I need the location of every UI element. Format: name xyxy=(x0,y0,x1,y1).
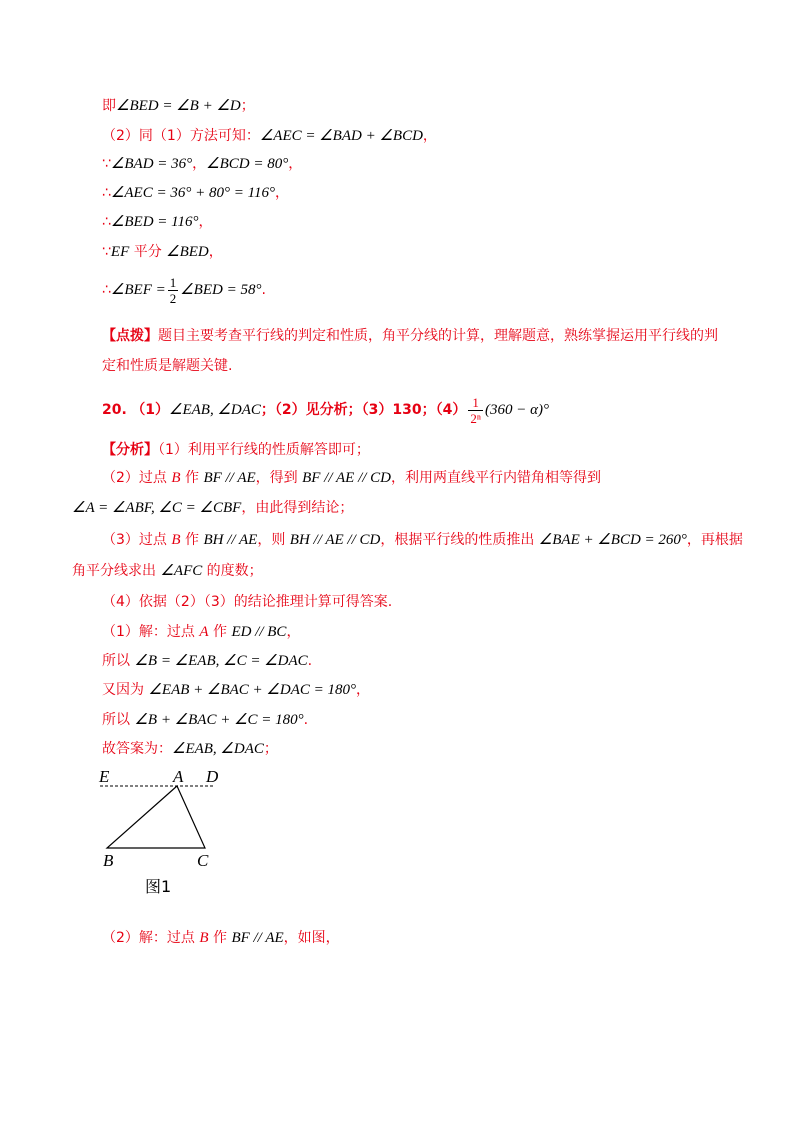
question-20-answers xyxy=(102,390,549,430)
line-analysis-3 xyxy=(102,530,743,550)
fraction xyxy=(168,275,179,306)
tip-text: 题目主要考查平行线的判定和性质，角平分线的计算，理解题意，熟练掌握运用平行线的判 xyxy=(158,328,718,344)
punct: ， xyxy=(274,185,289,201)
math: BH // AE xyxy=(203,532,258,548)
label-c: C xyxy=(197,851,209,870)
text: 故答案为： xyxy=(102,741,172,757)
line-bef-value xyxy=(102,270,266,310)
math: B xyxy=(171,532,181,548)
text: ；（2）见分析；（3）130；（4） xyxy=(260,402,467,418)
math: ∠BCD = 80° xyxy=(206,156,289,172)
figure-caption: 图1 xyxy=(145,877,172,896)
tip-text: 定和性质是解题关键. xyxy=(102,358,233,374)
math: ∠BED = 58° xyxy=(180,282,262,298)
question-number: 20. xyxy=(102,402,127,418)
text: 作 xyxy=(180,532,204,548)
line-solution-1d xyxy=(102,710,308,730)
therefore-symbol: ∴ xyxy=(102,282,111,298)
math: ∠BED = 116° xyxy=(110,214,199,230)
math: ∠AEC = ∠BAD + ∠BCD xyxy=(259,128,423,144)
math: BF // AE xyxy=(231,930,284,946)
text: . xyxy=(303,712,309,728)
text: ，如图， xyxy=(283,930,340,946)
text: （4）依据（2）（3）的结论推理计算可得答案. xyxy=(102,594,393,610)
punct: ， xyxy=(192,156,207,172)
triangle-abc xyxy=(107,786,205,848)
punct: . xyxy=(261,282,266,298)
text: ， xyxy=(355,682,370,698)
text: ，由此得到结论； xyxy=(241,500,354,516)
text: 平分 xyxy=(129,244,167,260)
math: B xyxy=(171,470,181,486)
line-aec-sum xyxy=(102,183,289,203)
fraction-denominator: 2 xyxy=(169,290,177,306)
text: 作 xyxy=(208,624,232,640)
text: （2）同（1）方法可知： xyxy=(102,128,260,144)
label-b: B xyxy=(103,851,114,870)
label-d: D xyxy=(206,767,219,786)
label-e: E xyxy=(99,767,110,786)
line-conclusion-bed xyxy=(102,96,255,116)
line-part2-method xyxy=(102,126,437,146)
line-ef-bisects xyxy=(102,242,223,262)
line-analysis-3-cont xyxy=(72,561,263,581)
fraction-denominator: 2ⁿ xyxy=(470,410,481,426)
therefore-symbol: ∴ xyxy=(102,185,111,201)
figure-1 xyxy=(95,762,255,902)
text: 的度数； xyxy=(202,563,263,579)
line-analysis-2-cont xyxy=(72,498,353,518)
text: 所以 xyxy=(102,653,135,669)
text: . xyxy=(307,653,313,669)
line-analysis xyxy=(102,440,370,460)
math: ∠AFC xyxy=(160,563,203,579)
text: ，再根据 xyxy=(686,532,743,548)
math: EF xyxy=(110,244,130,260)
text: ，利用两直线平行内错角相等得到 xyxy=(391,470,601,486)
fraction-numerator: 1 xyxy=(169,274,177,290)
text: 作 xyxy=(208,930,232,946)
text: 即 xyxy=(102,98,116,114)
math: ED // BC xyxy=(231,624,287,640)
text: ，则 xyxy=(257,532,290,548)
math: ∠B + ∠BAC + ∠C = 180° xyxy=(134,712,304,728)
math: ∠BEF = xyxy=(110,282,166,298)
text: （1）解：过点 xyxy=(102,624,200,640)
text: （1） xyxy=(131,402,170,418)
fraction-numerator: 1 xyxy=(468,395,483,411)
math: ∠BED = ∠B + ∠D xyxy=(116,98,241,114)
text: 作 xyxy=(180,470,204,486)
therefore-symbol: ∴ xyxy=(102,214,111,230)
because-symbol: ∵ xyxy=(102,156,111,172)
math: ∠BAE + ∠BCD = 260° xyxy=(538,532,687,548)
math: BH // AE // CD xyxy=(289,532,381,548)
punct: ； xyxy=(240,98,255,114)
math: ∠EAB, ∠DAC xyxy=(169,402,261,418)
line-solution-1c xyxy=(102,680,370,700)
text: 又因为 xyxy=(102,682,149,698)
text: ， xyxy=(286,624,301,640)
punct: ， xyxy=(288,156,303,172)
fraction xyxy=(468,395,483,426)
text: 角平分线求出 xyxy=(72,563,161,579)
label-a: A xyxy=(173,767,184,786)
math: ∠A = ∠ABF, ∠C = ∠CBF xyxy=(72,500,242,516)
because-symbol: ∵ xyxy=(102,244,111,260)
math: ∠AEC = 36° + 80° = 116° xyxy=(110,185,275,201)
punct: ， xyxy=(198,214,213,230)
line-solution-1b xyxy=(102,651,312,671)
line-answer-1 xyxy=(102,739,278,759)
text: ，得到 xyxy=(255,470,303,486)
math: ∠EAB + ∠BAC + ∠DAC = 180° xyxy=(148,682,356,698)
math: B xyxy=(199,930,209,946)
line-tip xyxy=(102,326,718,346)
text: ； xyxy=(263,741,278,757)
math: A xyxy=(199,624,209,640)
punct: ， xyxy=(208,244,223,260)
text: （1）利用平行线的性质解答即可； xyxy=(158,442,370,458)
punct: ， xyxy=(422,128,437,144)
line-analysis-2 xyxy=(102,468,601,488)
math: (360 − α)° xyxy=(484,402,549,418)
line-given-angles xyxy=(102,154,302,174)
line-solution-2 xyxy=(102,928,340,948)
line-bed-value xyxy=(102,212,213,232)
text: （2）过点 xyxy=(102,470,172,486)
tip-tag: 【点拨】 xyxy=(102,328,158,344)
text: （2）解：过点 xyxy=(102,930,200,946)
text: 所以 xyxy=(102,712,135,728)
text: （3）过点 xyxy=(102,532,172,548)
line-solution-1 xyxy=(102,622,300,642)
math: ∠B = ∠EAB, ∠C = ∠DAC xyxy=(134,653,308,669)
math: ∠EAB, ∠DAC xyxy=(172,741,264,757)
analysis-tag: 【分析】 xyxy=(102,442,158,458)
line-analysis-4 xyxy=(102,592,392,612)
math: BF // AE // CD xyxy=(302,470,391,486)
math: ∠BAD = 36° xyxy=(110,156,193,172)
math: BF // AE xyxy=(203,470,256,486)
math: ∠BED xyxy=(166,244,209,260)
text: ，根据平行线的性质推出 xyxy=(380,532,539,548)
line-tip-cont xyxy=(102,356,232,376)
